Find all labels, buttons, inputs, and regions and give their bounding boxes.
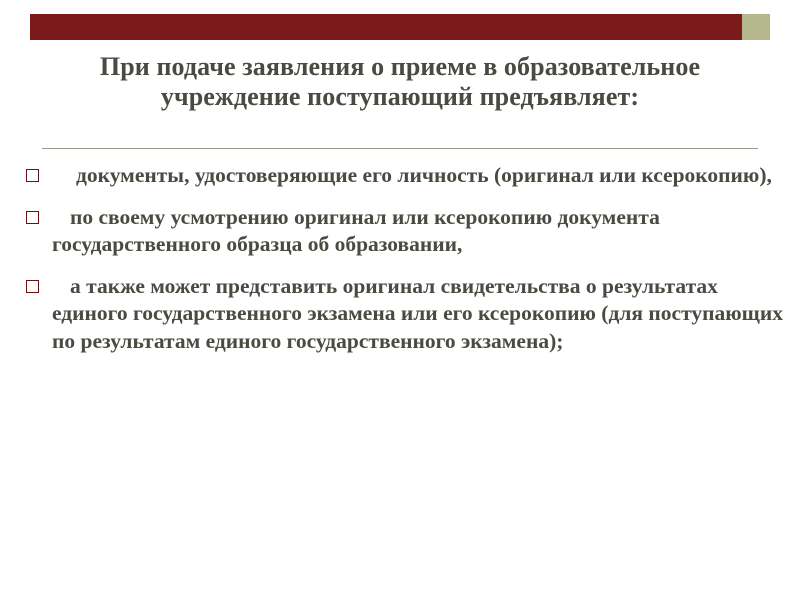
hollow-square-bullet-icon: [18, 273, 52, 297]
hollow-square-bullet-icon: [18, 162, 52, 186]
title-divider: [42, 148, 758, 149]
top-bar-olive-stripe-right: [742, 28, 770, 40]
list-item: [18, 204, 788, 259]
decorative-top-bar: [30, 14, 770, 40]
list-item-text: а также может представить оригинал свидетельства о результатах единого государственного экзамена или его ксерокопию (для поступающих по результатам единого государственного экзамена);: [52, 273, 783, 353]
list-item: [18, 273, 788, 356]
list-item: [18, 162, 788, 190]
hollow-square-bullet-icon: [18, 204, 52, 228]
list-item-text: по своему усмотрению оригинал или ксерокопию документа государственного образца об образовании,: [52, 204, 660, 257]
bullet-list: [18, 162, 788, 369]
slide-title: При подаче заявления о приеме в образовательное учреждение поступающий предъявляет:: [99, 52, 701, 112]
list-item-text: документы, удостоверяющие его личность (оригинал или ксерокопию),: [76, 163, 772, 187]
top-bar-dark-stripe: [30, 28, 770, 40]
top-bar-dark-stripe-left: [30, 14, 742, 28]
